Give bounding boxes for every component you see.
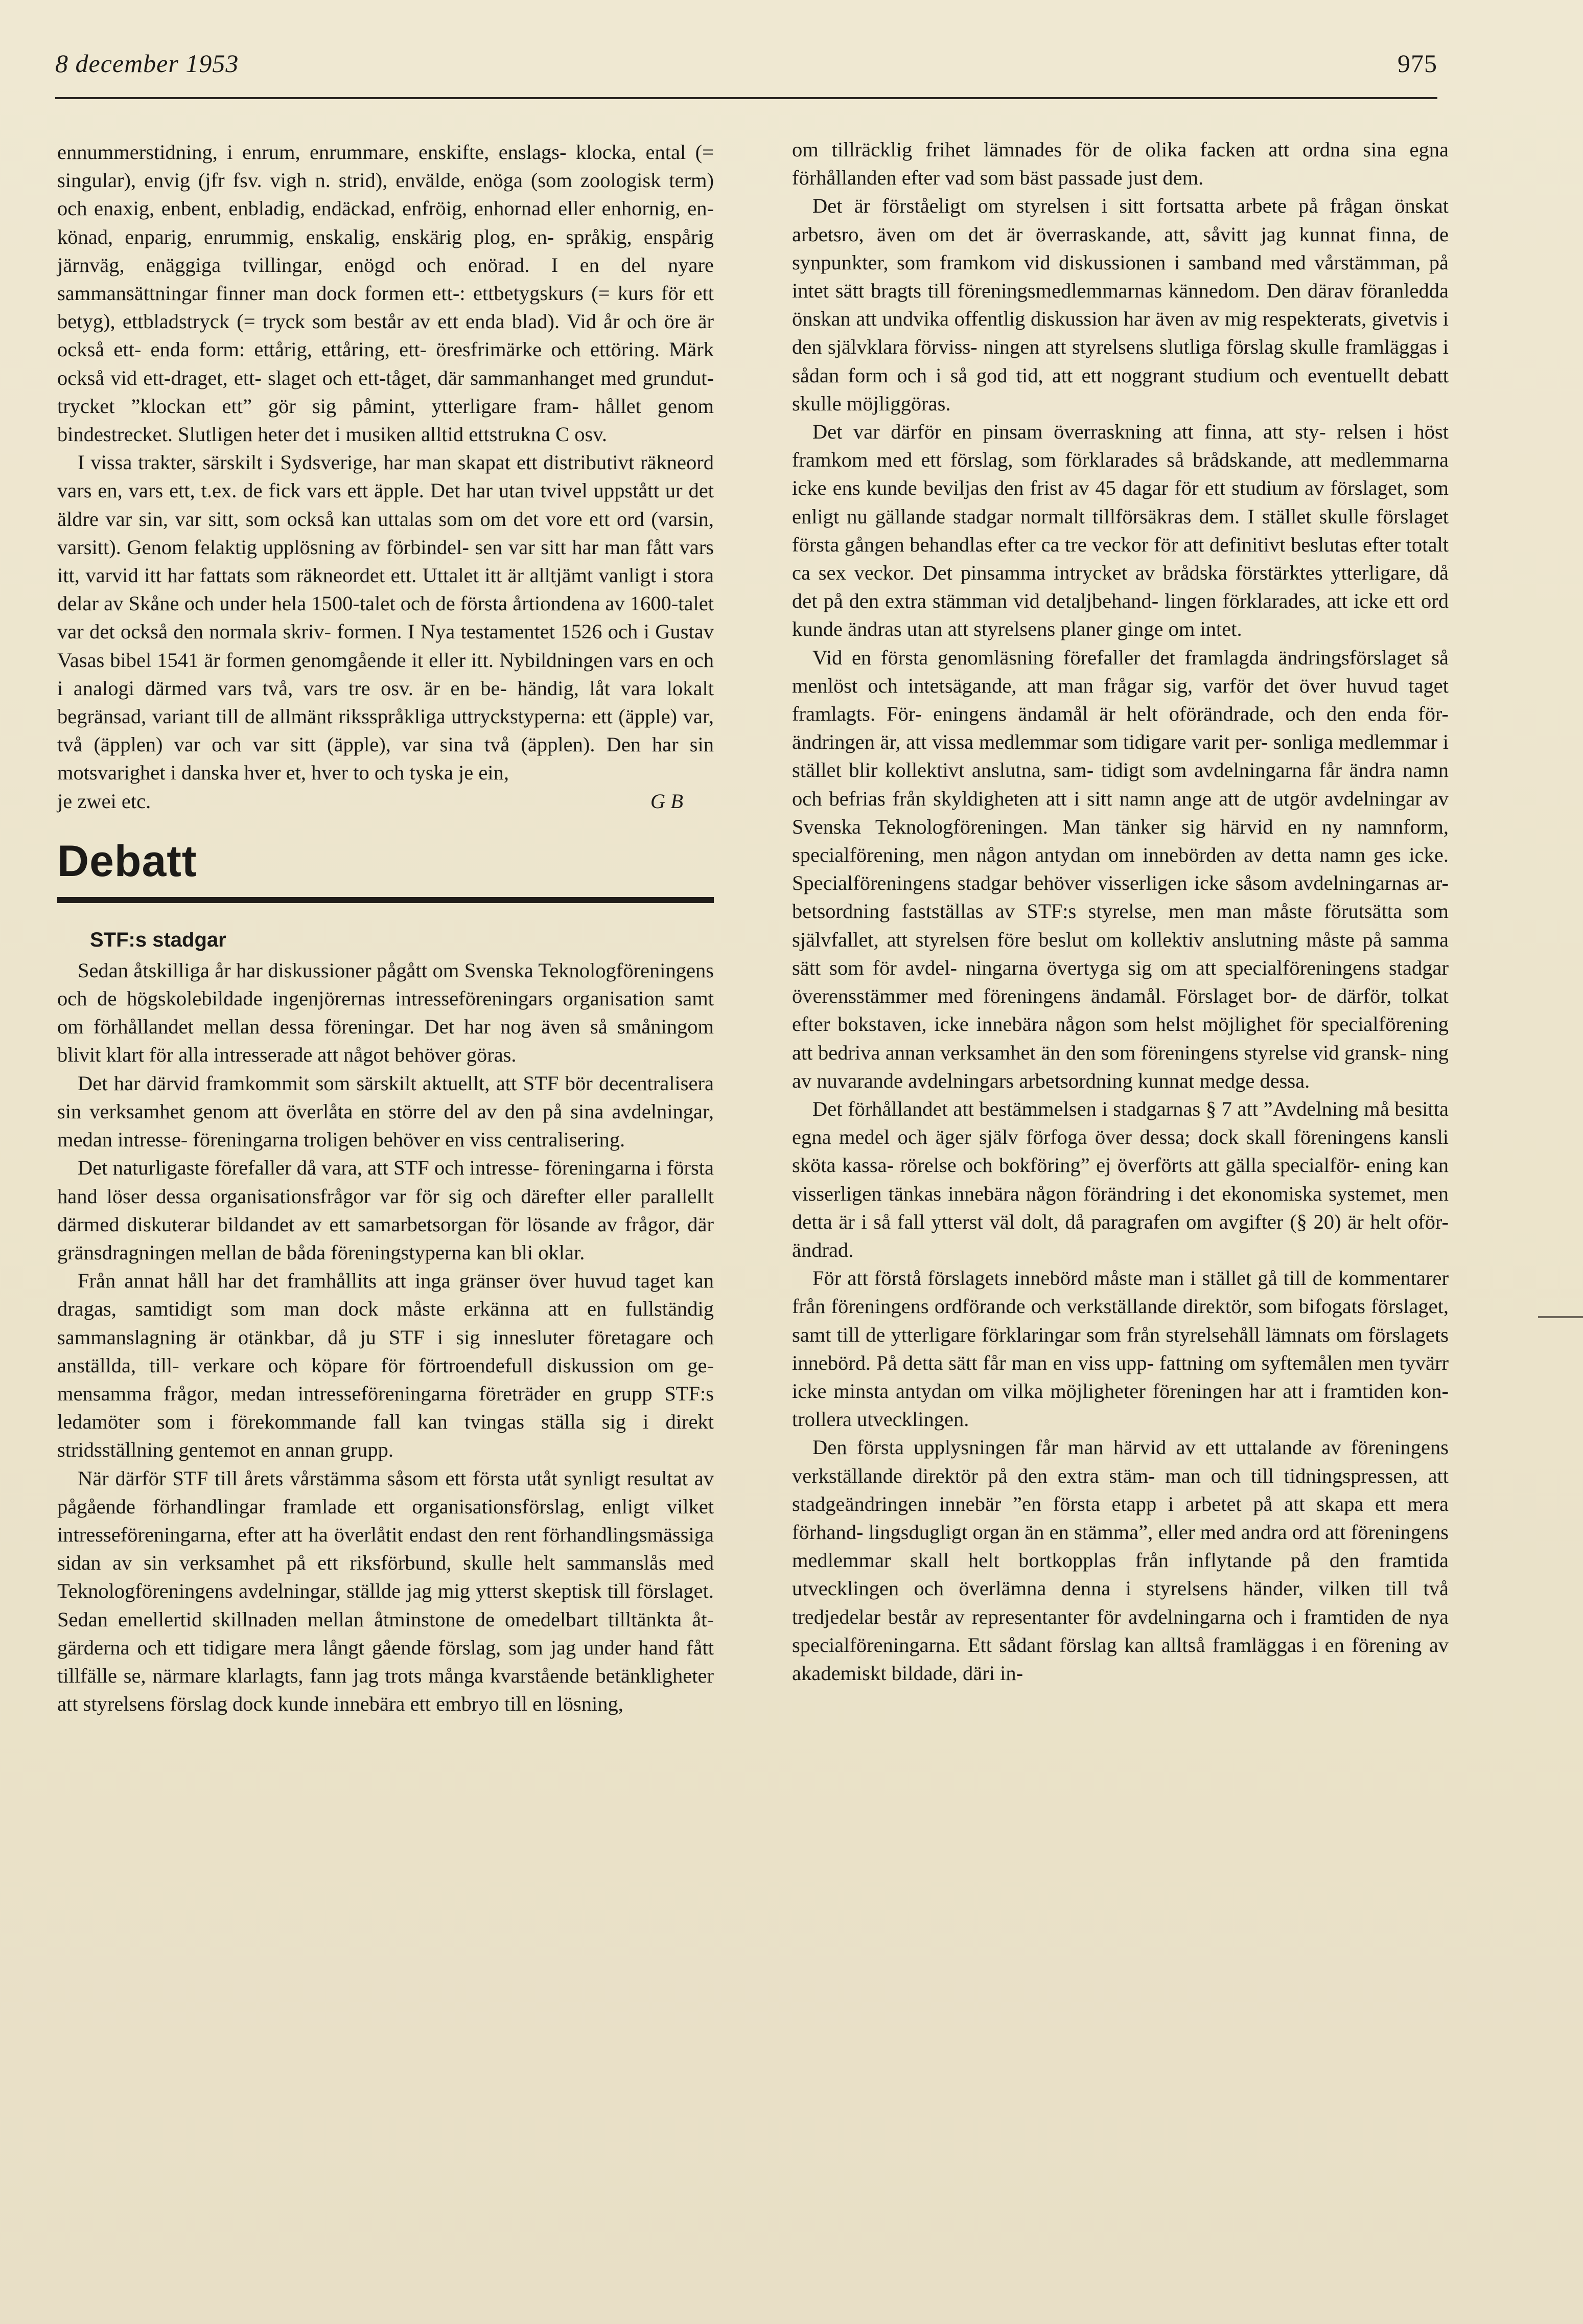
right-column	[792, 135, 1449, 1687]
paragraph: Den första upplysningen får man härvid av ett uttalande av föreningens verkställande direktör på den extra stäm- man och till tidningspressen, att stadgeändringen innebär ”en första etapp i arbetet på att skapa ett mera förhand- lingsdugligt organ än en stämma”, eller med andra ord att föreningens medlemmar skall helt bortkopplas från inflytande på den framtida utvecklingen och överlämna denna i styrelsens händer, vilken till två tredjedelar består av representanter för avdelningarna och i framtiden de nya specialföreningarna. Ett sådant förslag kan alltså framläggas i en förening av akademiskt bildade, däri in-	[792, 1436, 1449, 1685]
paragraph: Det är förståeligt om styrelsen i sitt fortsatta arbete på frågan önskat arbetsro, även om det är överraskande, att, såvitt jag kunnat finna, de synpunkter, som framkom vid diskussionen i samband med vårstämman, på intet sätt bragts till föreningsmedlemmarnas kännedom. Den därav föranledda önskan att undvika offentlig diskussion har även av mig respekterats, givetvis i den självklara förviss- ningen att styrelsens slutliga förslag skulle framläggas i sådan form och i så god tid, att ett noggrant studium och eventuellt debatt skulle möjliggöras.	[792, 194, 1449, 415]
paragraph: om tillräcklig frihet lämnades för de olika facken att ordna sina egna förhållanden efter vad som bäst passade just dem.	[792, 138, 1449, 190]
paragraph: Vid en första genomläsning förefaller det framlagda ändringsförslaget så menlöst och intetsägande, att man frågar sig, varför det över huvud taget framlagts. För- eningens ändamål är helt oförändrade, och den enda för- ändringen är, att vissa medlemmar som tidigare varit per- sonliga medlemmar i stället blir kollektivt anslutna, sam- tidigt som avdelningarna får ändra namn och befrias från skyldigheten att i sitt namn ange att de utgör avdelningar av Svenska Teknologföreningen. Man tänker sig härvid en ny namnform, specialförening, men någon antydan om innebörden av detta namn ges icke. Specialföreningens stadgar behöver visserligen icke såsom avdelningarnas ar- betsordning fastställas av STF:s styrelse, men man måste förutsätta som självfallet, att styrelsen före beslut om kollektiv anslutning måste på samma sätt som för avdel- ningarna övertyga sig om att specialföreningens stadgar överensstämmer med föreningens ändamål. Förslaget bor- de därför, tolkat efter bokstaven, icke innebära någon som helst möjlighet för specialförening att bedriva annan verksamhet än den som föreningens styrelse vid gransk- ning av nuvarande avdelningars arbetsordning kunnat medge dessa.	[792, 646, 1449, 1092]
paragraph: ennummerstidning, i enrum, enrummare, enskifte, enslags- klocka, ental (= singular), envig (jfr fsv. vigh n. strid), envälde, enöga (som zoologisk term) och enaxig, enbent, enbladig, endäckad, enfröig, enhornad eller enhornig, en- könad, enparig, enrummig, enskalig, enskärig plog, en- språkig, enspårig järnväg, enäggiga tvillingar, enögd och enörad. I en del nyare sammansättningar finner man dock formen ett-: ettbetygskurs (= kurs för ett betyg), ettbladstryck (= tryck som består av ett enda blad). Vid år och öre är också ett- enda form: ettårig, ettåring, ett- öresfrimärke och ettöring. Märk också vid ett-draget, ett- slaget och ett-tåget, där sammanhanget med grundut- trycket ”klockan ett” gör sig påmint, ytterligare fram- hållet genom bindestrecket. Slutligen heter det i musiken alltid ettstrukna C osv.	[57, 141, 714, 446]
author-signature: G B	[650, 789, 683, 813]
paragraph: Från annat håll har det framhållits att inga gränser över huvud taget kan dragas, samtidigt som man dock måste erkänna att en fullständig sammanslagning är otänkbar, då ju STF i sig innesluter företagare och anställda, till- verkare och köpare för förtroendefull diskussion om ge- mensamma frågor, medan intresseföreningarna företräder en grupp STF:s ledamöter som i förekommande fall kan tvingas ställa sig i direkt stridsställning gentemot en annan grupp.	[57, 1269, 714, 1462]
signoff-text: je zwei etc.	[57, 789, 151, 813]
paragraph: Det förhållandet att bestämmelsen i stadgarnas § 7 att ”Avdelning må besitta egna medel och äger själv förfoga över dessa; dock skall föreningens kansli sköta kassa- rörelse och bokföring” ej överförts att gälla specialför- ening kan visserligen tänkas innebära någon förändring i det ekonomiska systemet, men detta är i så fall ytterst väl dolt, då paragrafen om avgifter (§ 20) är helt oför- ändrad.	[792, 1097, 1449, 1261]
signoff-line	[57, 787, 714, 815]
paragraph: Det har därvid framkommit som särskilt aktuellt, att STF bör decentralisera sin verksamhet genom att överlåta en större del av den på sina avdelningar, medan intresse- föreningarna troligen behöver en viss centralisering.	[57, 1071, 714, 1152]
article-title: STF:s stadgar	[90, 928, 226, 951]
paragraph: Det naturligaste förefaller då vara, att STF och intresse- föreningarna i första hand löser dessa organisationsfrågor var för sig och därefter eller parallellt därmed diskuterar bildandet av ett samarbetsorgan för lösande av frågor, där gränsdragningen mellan de båda föreningstyperna kan bli oklar.	[57, 1156, 714, 1264]
header-date: 8 december 1953	[55, 49, 239, 78]
page-number: 975	[1398, 49, 1437, 78]
margin-mark	[1538, 1316, 1583, 1318]
paragraph: För att förstå förslagets innebörd måste man i stället gå till de kommentarer från föreningens ordförande och verkställande direktör, som bifogats förslaget, samt till de ytterligare förklaringar som från styrelsehåll lämnats om förslagets innebörd. På detta sätt får man en viss upp- fattning om syftemålen men tyvärr icke minsta antydan om vilka möjligheter föreningen har att i framtiden kon- trollera utvecklingen.	[792, 1267, 1449, 1431]
paragraph: I vissa trakter, särskilt i Sydsverige, har man skapat ett distributivt räkneord vars en, vars ett, t.ex. de fick vars ett äpple. Det har utan tvivel uppstått ur det äldre var sin, var sitt, som också kan uttalas som om det vore ett ord (varsin, varsitt). Genom felaktig upplösning av förbindel- sen var sitt har man fått vars itt, varvid itt har fattats som räkneordet ett. Uttalet itt är alltjämt vanligt i stora delar av Skåne och under hela 1500-talet och de första årtiondena av 1600-talet var det också den normala skriv- formen. I Nya testamentet 1526 och i Gustav Vasas bibel 1541 är formen genomgående it eller itt. Nybildningen vars en och i analogi därmed vars två, vars tre osv. är en be- händig, låt vara lokalt begränsad, variant till de allmänt riksspråkliga uttryckstyperna: ett (äpple) var, två (äpplen) var och var sitt (äpple), var sina två (äpplen). Den har sin motsvarighet i danska hver et, hver to och tyska je ein,	[57, 451, 714, 785]
section-title: Debatt	[57, 836, 197, 886]
left-column	[57, 138, 714, 1718]
paragraph: Sedan åtskilliga år har diskussioner pågått om Svenska Teknologföreningens och de högskolebildade ingenjörernas intresseföreningars organisation samt om förhållandet mellan dessa föreningar. Det har nog även så småningom blivit klart för alla intresserade att något behöver göras.	[57, 958, 714, 1067]
paragraph: När därför STF till årets vårstämma såsom ett första utåt synligt resultat av pågående förhandlingar framlade ett organisationsförslag, enligt vilket intresseföreningarna, efter att ha överlåtit endast den rent förhandlingsmässiga sidan av sin verksamhet på ett riksförbund, skulle helt sammanslås med Teknologföreningens avdelningar, ställde jag mig ytterst skeptisk till förslaget. Sedan emellertid skillnaden mellan åtminstone de omedelbart tilltänkta åt- gärderna och ett tidigare mera långt gående förslag, som jag under hand fått tillfälle se, närmare klarlagts, fann jag trots många kvarstående betänkligheter att styrelsens förslag dock kunde innebära ett embryo till en lösning,	[57, 1466, 714, 1716]
paragraph: Det var därför en pinsam överraskning att finna, att sty- relsen i höst framkom med ett förslag, som förklarades så brådskande, att medlemmarna icke ens kunde beviljas den frist av 45 dagar för ett studium av förslaget, som enligt nu gällande stadgar normalt tillförsäkras dem. I stället skulle förslaget första gången behandlas efter ca tre veckor för att definitivt beslutas efter totalt ca sex veckor. Det pinsamma intrycket av brådska förstärktes ytterligare, då det på den extra stämman vid detaljbehand- lingen förklarades, att icke ett ord kunde ändras utan att styrelsens planer ginge om intet.	[792, 420, 1449, 641]
section-rule	[57, 897, 714, 903]
header-rule	[55, 97, 1437, 99]
